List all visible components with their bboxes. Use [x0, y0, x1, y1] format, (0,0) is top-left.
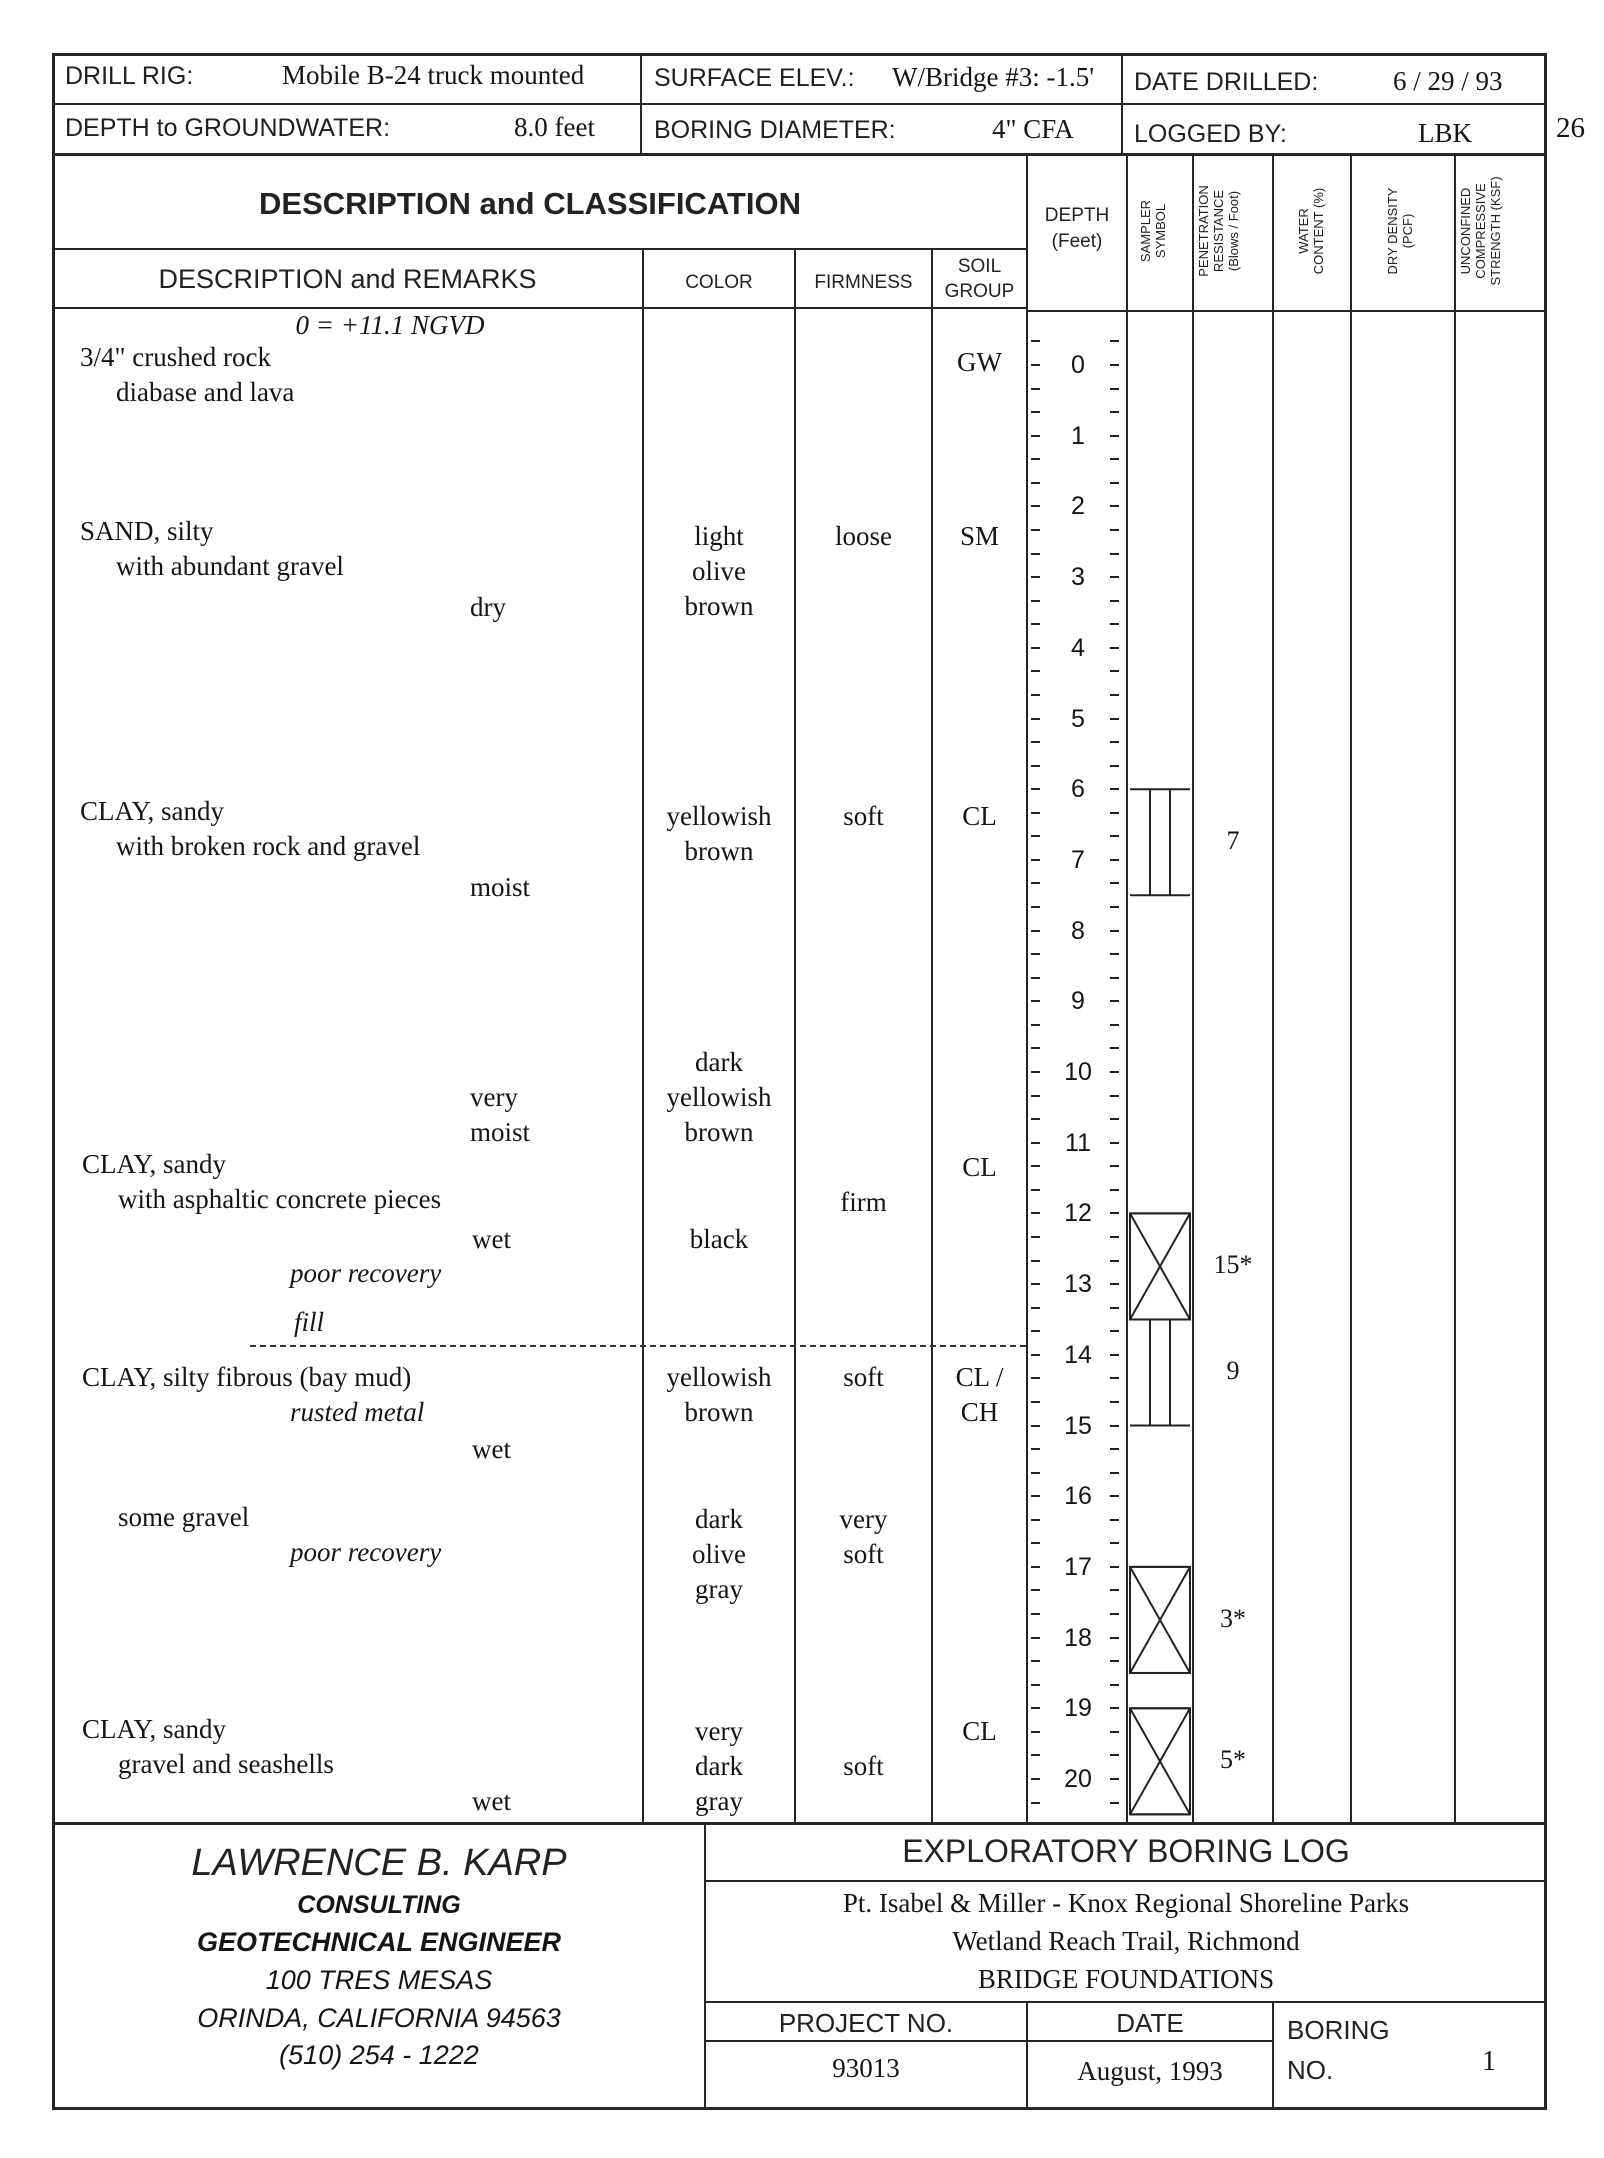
depth-tick — [1110, 1731, 1119, 1733]
depth-tick — [1110, 1000, 1119, 1002]
water-content-header: WATER CONTENT (%) — [1296, 187, 1326, 275]
color-yellowish-1: yellowish — [666, 801, 772, 831]
depth-tick — [1031, 576, 1040, 578]
desc-dry: dry — [470, 592, 506, 622]
depth-tick — [1031, 529, 1040, 531]
depth-tick — [1110, 1377, 1119, 1379]
date-drilled-value: 6 / 29 / 93 — [1393, 66, 1503, 96]
firmness-very: very — [839, 1504, 888, 1534]
depth-tick — [1110, 953, 1119, 955]
depth-tick — [1031, 435, 1040, 437]
header-divider-1 — [640, 53, 642, 153]
project-no-label: PROJECT NO. — [778, 2008, 954, 2038]
depth-tick — [1110, 1754, 1119, 1756]
desc-diabase: diabase and lava — [116, 377, 295, 407]
depth-tick — [1031, 1425, 1040, 1427]
depth-tick — [1031, 1189, 1040, 1191]
desc-fill: fill — [294, 1307, 325, 1337]
depth-mark: 19 — [1064, 1694, 1092, 1723]
depth-tick — [1110, 1260, 1119, 1262]
depth-tick — [1031, 1802, 1040, 1804]
depth-tick — [1031, 340, 1040, 342]
depth-tick — [1031, 906, 1040, 908]
depth-tick — [1031, 1071, 1040, 1073]
depth-tick — [1110, 1071, 1119, 1073]
depth-tick — [1110, 576, 1119, 578]
depth-header-1: DEPTH — [1044, 205, 1110, 226]
soil-cl-3: CL — [962, 1716, 997, 1746]
unconfined-header: UNCONFINED COMPRESSIVE STRENGTH (KSF) — [1458, 176, 1503, 286]
color-yellowish-2: yellowish — [666, 1082, 772, 1112]
depth-mark: 13 — [1064, 1270, 1092, 1299]
desc-poor-recovery-2: poor recovery — [290, 1537, 442, 1567]
column-header-bottom-line-right — [1026, 310, 1547, 312]
depth-tick — [1110, 1401, 1119, 1403]
company-phone: (510) 254 - 1222 — [279, 2040, 479, 2070]
soil-group-header-1: SOIL — [957, 256, 1002, 277]
depth-tick — [1031, 1047, 1040, 1049]
boring-diameter-value: 4" CFA — [992, 114, 1074, 144]
depth-header-2: (Feet) — [1051, 231, 1103, 252]
depth-tick — [1110, 1236, 1119, 1238]
depth-mark: 18 — [1064, 1623, 1092, 1652]
col-line-water — [1272, 155, 1274, 1822]
footer-col-boring — [1272, 2002, 1274, 2108]
depth-tick — [1031, 647, 1040, 649]
project-line-1: Pt. Isabel & Miller - Knox Regional Shoreline Parks — [842, 1888, 1410, 1918]
penetration-value: 7 — [1226, 826, 1240, 856]
depth-tick — [1110, 1802, 1119, 1804]
depth-tick — [1031, 882, 1040, 884]
date-label: DATE — [1116, 2008, 1184, 2038]
depth-tick — [1110, 1330, 1119, 1332]
depth-tick — [1110, 882, 1119, 884]
depth-tick — [1110, 529, 1119, 531]
depth-tick — [1031, 388, 1040, 390]
desc-seashells: gravel and seashells — [118, 1749, 334, 1779]
project-line-2: Wetland Reach Trail, Richmond — [952, 1926, 1300, 1956]
page-number: 26 — [1556, 112, 1585, 144]
footer-top-line — [52, 1822, 1547, 1825]
firmness-soft-4: soft — [843, 1751, 884, 1781]
color-olive-2: olive — [692, 1539, 746, 1569]
depth-tick — [1031, 364, 1040, 366]
depth-mark: 15 — [1064, 1411, 1092, 1440]
depth-tick — [1110, 1095, 1119, 1097]
color-dark-1: dark — [695, 1047, 743, 1077]
depth-tick — [1031, 1684, 1040, 1686]
depth-tick — [1031, 1307, 1040, 1309]
surface-elev-label: SURFACE ELEV.: — [654, 64, 855, 92]
depth-tick — [1110, 835, 1119, 837]
penetration-header: PENETRATION RESISTANCE (Blows / Foot) — [1196, 185, 1241, 277]
date-drilled-label: DATE DRILLED: — [1134, 68, 1319, 96]
depth-tick — [1031, 458, 1040, 460]
depth-tick — [1031, 1472, 1040, 1474]
date-value: August, 1993 — [1077, 2056, 1223, 2086]
firmness-loose: loose — [835, 521, 892, 551]
depth-tick — [1031, 765, 1040, 767]
firmness-soft-3: soft — [843, 1539, 884, 1569]
depth-tick — [1031, 1401, 1040, 1403]
depth-tick — [1110, 859, 1119, 861]
col-line-penetration — [1192, 155, 1194, 1822]
drill-rig-label: DRILL RIG: — [65, 62, 194, 90]
depth-tick — [1110, 718, 1119, 720]
depth-tick — [1031, 1731, 1040, 1733]
desc-moist-2: moist — [470, 1117, 531, 1147]
depth-mark: 16 — [1064, 1482, 1092, 1511]
depth-tick — [1110, 1519, 1119, 1521]
depth-tick — [1031, 553, 1040, 555]
footer-label-line — [704, 2040, 1274, 2042]
color-header: COLOR — [685, 272, 753, 293]
depth-tick — [1110, 1778, 1119, 1780]
desc-clay-sandy-2: CLAY, sandy — [82, 1149, 227, 1179]
color-very: very — [695, 1716, 743, 1746]
logged-by-label: LOGGED BY: — [1134, 120, 1287, 148]
depth-tick — [1031, 1566, 1040, 1568]
depth-tick — [1110, 1684, 1119, 1686]
color-brown-1: brown — [684, 591, 754, 621]
color-yellowish-3: yellowish — [666, 1362, 772, 1392]
boring-label-1: BORING — [1287, 2015, 1390, 2045]
col-line-soil — [931, 250, 933, 1822]
color-light: light — [694, 521, 744, 551]
depth-tick — [1031, 1212, 1040, 1214]
depth-tick — [1031, 1283, 1040, 1285]
depth-tick — [1110, 458, 1119, 460]
depth-mark: 7 — [1071, 845, 1085, 874]
depth-mark: 20 — [1064, 1765, 1092, 1793]
depth-tick — [1031, 600, 1040, 602]
depth-tick — [1031, 812, 1040, 814]
depth-tick — [1110, 1118, 1119, 1120]
depth-tick — [1031, 977, 1040, 979]
depth-tick — [1031, 1377, 1040, 1379]
depth-tick — [1110, 340, 1119, 342]
depth-tick — [1110, 1307, 1119, 1309]
color-brown-3: brown — [684, 1117, 754, 1147]
color-dark-2: dark — [695, 1504, 743, 1534]
depth-tick — [1110, 1472, 1119, 1474]
depth-tick — [1031, 1660, 1040, 1662]
depth-mark: 0 — [1071, 351, 1085, 379]
depth-mark: 12 — [1064, 1199, 1092, 1228]
depth-tick — [1031, 1613, 1040, 1615]
fill-boundary-line — [250, 1345, 1026, 1347]
header-divider-2 — [1121, 53, 1123, 153]
firmness-header: FIRMNESS — [814, 272, 913, 293]
desc-clay-sandy-3: CLAY, sandy — [82, 1714, 227, 1744]
frame-right — [1544, 53, 1547, 2110]
depth-tick — [1031, 1260, 1040, 1262]
section-title-line — [52, 248, 1026, 250]
boring-no-value: 1 — [1482, 2046, 1496, 2077]
depth-tick — [1110, 1566, 1119, 1568]
depth-mark: 5 — [1071, 704, 1085, 733]
desc-broken-rock: with broken rock and gravel — [116, 831, 421, 861]
color-brown-4: brown — [684, 1397, 754, 1427]
desc-some-gravel: some gravel — [118, 1502, 250, 1532]
desc-very: very — [470, 1082, 518, 1112]
depth-tick — [1110, 553, 1119, 555]
depth-tick — [1110, 388, 1119, 390]
project-no-value: 93013 — [832, 2053, 900, 2083]
depth-tick — [1110, 812, 1119, 814]
depth-tick — [1031, 1778, 1040, 1780]
depth-mark: 6 — [1071, 775, 1085, 804]
dry-density-header: DRY DENSITY (PCF) — [1385, 187, 1415, 275]
firmness-firm: firm — [840, 1187, 887, 1217]
boring-diameter-label: BORING DIAMETER: — [654, 116, 896, 144]
desc-asphaltic: with asphaltic concrete pieces — [118, 1184, 442, 1214]
depth-tick — [1110, 505, 1119, 507]
depth-tick — [1110, 623, 1119, 625]
footer-title-line — [704, 1880, 1547, 1882]
company-engineer: GEOTECHNICAL ENGINEER — [196, 1927, 562, 1957]
col-line-firmness — [794, 250, 796, 1822]
color-brown-2: brown — [684, 836, 754, 866]
depth-tick — [1110, 1425, 1119, 1427]
depth-tick — [1031, 1165, 1040, 1167]
depth-tick — [1110, 1660, 1119, 1662]
depth-tick — [1110, 1283, 1119, 1285]
depth-mark: 8 — [1071, 916, 1085, 945]
depth-tick — [1031, 1707, 1040, 1709]
desc-abundant-gravel: with abundant gravel — [116, 551, 344, 581]
depth-tick — [1110, 411, 1119, 413]
depth-tick — [1110, 1613, 1119, 1615]
depth-tick — [1110, 1354, 1119, 1356]
soil-cl-2: CL — [962, 1152, 997, 1182]
depth-mark: 1 — [1071, 421, 1085, 450]
firmness-soft-2: soft — [843, 1362, 884, 1392]
depth-tick — [1110, 1212, 1119, 1214]
company-consulting: CONSULTING — [297, 1891, 461, 1919]
logged-by-value: LBK — [1418, 118, 1472, 148]
depth-tick — [1031, 835, 1040, 837]
footer-project-line — [704, 2001, 1547, 2003]
depth-tick — [1031, 1330, 1040, 1332]
depth-tick — [1110, 364, 1119, 366]
company-name: LAWRENCE B. KARP — [191, 1842, 567, 1884]
depth-mark: 17 — [1064, 1552, 1092, 1581]
frame-left — [52, 53, 55, 2110]
datum-note: 0 = +11.1 NGVD — [295, 310, 485, 340]
soil-gw: GW — [957, 347, 1002, 377]
depth-tick — [1110, 1589, 1119, 1591]
soil-cl-ch-1: CL / — [955, 1362, 1004, 1392]
drill-rig-value: Mobile B-24 truck mounted — [282, 60, 585, 90]
depth-tick — [1031, 718, 1040, 720]
desc-clay-silty: CLAY, silty fibrous (bay mud) — [82, 1362, 412, 1392]
company-address-2: ORINDA, CALIFORNIA 94563 — [197, 2003, 561, 2033]
depth-mark: 3 — [1071, 563, 1085, 592]
soil-cl-ch-2: CH — [960, 1397, 999, 1427]
penetration-value: 3* — [1220, 1603, 1246, 1633]
desc-wet-3: wet — [472, 1786, 511, 1816]
depth-tick — [1031, 741, 1040, 743]
surface-elev-value: W/Bridge #3: -1.5' — [892, 62, 1095, 92]
penetration-value: 5* — [1220, 1745, 1246, 1775]
depth-tick — [1110, 482, 1119, 484]
col-line-dry — [1350, 155, 1352, 1822]
penetration-value: 15* — [1213, 1250, 1253, 1280]
color-black: black — [689, 1224, 749, 1254]
groundwater-label: DEPTH to GROUNDWATER: — [65, 114, 391, 142]
depth-tick — [1110, 1542, 1119, 1544]
depth-tick — [1110, 647, 1119, 649]
depth-tick — [1031, 482, 1040, 484]
groundwater-value: 8.0 feet — [514, 112, 595, 142]
depth-tick — [1110, 1024, 1119, 1026]
depth-tick — [1031, 694, 1040, 696]
col-line-depth — [1026, 155, 1028, 1822]
depth-tick — [1110, 670, 1119, 672]
sampler-symbols — [1128, 310, 1192, 1822]
sampler-header: SAMPLER SYMBOL — [1138, 199, 1168, 263]
soil-cl-1: CL — [962, 801, 997, 831]
desc-crushed-rock: 3/4" crushed rock — [80, 342, 271, 372]
color-gray-1: gray — [695, 1574, 743, 1604]
depth-tick — [1110, 765, 1119, 767]
depth-tick — [1031, 411, 1040, 413]
depth-tick — [1110, 1165, 1119, 1167]
depth-tick — [1110, 977, 1119, 979]
depth-tick — [1110, 600, 1119, 602]
depth-mark: 2 — [1071, 492, 1085, 521]
penetration-value: 9 — [1226, 1356, 1240, 1386]
company-address-1: 100 TRES MESAS — [265, 1965, 493, 1995]
depth-tick — [1031, 1024, 1040, 1026]
depth-mark: 14 — [1064, 1340, 1092, 1369]
depth-tick — [1110, 1047, 1119, 1049]
desc-wet-2: wet — [472, 1434, 511, 1464]
depth-tick — [1031, 1236, 1040, 1238]
depth-tick — [1031, 1589, 1040, 1591]
depth-tick — [1110, 930, 1119, 932]
section-title: DESCRIPTION and CLASSIFICATION — [259, 186, 801, 221]
desc-poor-recovery-1: poor recovery — [290, 1258, 442, 1288]
desc-clay-sandy-1: CLAY, sandy — [80, 796, 225, 826]
depth-tick — [1031, 953, 1040, 955]
depth-mark: 11 — [1065, 1128, 1091, 1157]
depth-tick — [1031, 859, 1040, 861]
col-line-unconfined — [1454, 155, 1456, 1822]
description-header: DESCRIPTION and REMARKS — [158, 264, 537, 294]
depth-tick — [1031, 1142, 1040, 1144]
depth-tick — [1110, 906, 1119, 908]
depth-tick — [1110, 741, 1119, 743]
log-title: EXPLORATORY BORING LOG — [902, 1833, 1350, 1869]
depth-tick — [1031, 1519, 1040, 1521]
frame-top — [52, 53, 1547, 56]
depth-tick — [1110, 1637, 1119, 1639]
desc-moist-1: moist — [470, 872, 531, 902]
depth-tick — [1031, 788, 1040, 790]
depth-tick — [1031, 670, 1040, 672]
firmness-soft-1: soft — [843, 801, 884, 831]
depth-tick — [1110, 435, 1119, 437]
depth-tick — [1031, 1754, 1040, 1756]
depth-mark: 10 — [1064, 1058, 1092, 1086]
depth-tick — [1110, 1707, 1119, 1709]
depth-tick — [1031, 1118, 1040, 1120]
depth-tick — [1031, 1542, 1040, 1544]
color-dark-3: dark — [695, 1751, 743, 1781]
depth-mark: 4 — [1071, 633, 1085, 662]
desc-sand-silty: SAND, silty — [80, 516, 214, 546]
project-line-3: BRIDGE FOUNDATIONS — [977, 1964, 1275, 1994]
color-gray-2: gray — [695, 1786, 743, 1816]
depth-tick — [1031, 505, 1040, 507]
depth-tick — [1031, 1000, 1040, 1002]
boring-label-2: NO. — [1287, 2055, 1334, 2085]
soil-sm: SM — [959, 521, 1000, 551]
depth-tick — [1110, 1448, 1119, 1450]
depth-tick — [1031, 1354, 1040, 1356]
depth-tick — [1031, 930, 1040, 932]
depth-tick — [1031, 1095, 1040, 1097]
depth-tick — [1031, 1495, 1040, 1497]
depth-tick — [1031, 623, 1040, 625]
color-olive: olive — [692, 556, 746, 586]
desc-wet-1: wet — [472, 1224, 511, 1254]
depth-tick — [1031, 1637, 1040, 1639]
depth-tick — [1110, 1495, 1119, 1497]
depth-tick — [1110, 694, 1119, 696]
depth-tick — [1110, 1142, 1119, 1144]
frame-bottom — [52, 2107, 1547, 2110]
depth-tick — [1110, 1189, 1119, 1191]
header-mid-line — [52, 103, 1547, 105]
depth-tick — [1031, 1448, 1040, 1450]
soil-group-header-2: GROUP — [944, 281, 1015, 302]
depth-mark: 9 — [1071, 987, 1085, 1016]
desc-rusted-metal: rusted metal — [290, 1397, 425, 1427]
depth-tick — [1110, 788, 1119, 790]
